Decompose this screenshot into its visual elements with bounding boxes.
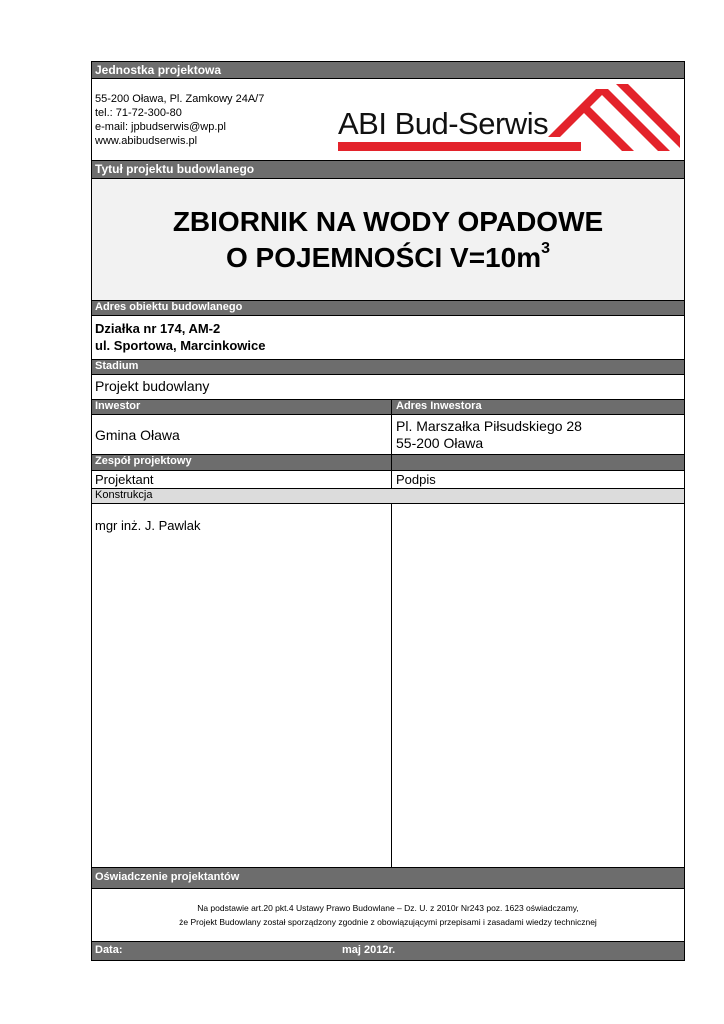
unit-phone: tel.: 71-72-300-80 xyxy=(95,107,182,119)
designer-name: mgr inż. J. Pawlak xyxy=(95,518,201,533)
site-street: ul. Sportowa, Marcinkowice xyxy=(95,338,266,353)
unit-website: www.abibudserwis.pl xyxy=(95,135,198,147)
date-label: Data: xyxy=(95,944,123,956)
company-logo-text: ABI Bud-Serwis xyxy=(338,106,549,141)
investor-name: Gmina Oława xyxy=(95,427,180,443)
project-title-line2 xyxy=(91,239,685,274)
rule xyxy=(91,399,685,400)
site-plot: Działka nr 174, AM-2 xyxy=(95,321,221,336)
date-value: maj 2012r. xyxy=(342,944,396,956)
team-header: Zespół projektowy xyxy=(95,455,192,467)
logo-stripe xyxy=(548,89,608,137)
rule xyxy=(91,78,685,79)
rule xyxy=(91,867,685,868)
title-header: Tytuł projektu budowlanego xyxy=(95,162,255,176)
document-frame xyxy=(91,61,685,961)
project-title-line1: ZBIORNIK NA WODY OPADOWE xyxy=(172,206,604,237)
column-divider xyxy=(391,399,392,488)
logo-underline xyxy=(338,142,581,151)
declaration-line1: Na podstawie art.20 pkt.4 Ustawy Prawo Budowlane – Dz. U. z 2010r Nr243 poz. 1623 oświadczamy, xyxy=(197,903,579,913)
investor-header: Inwestor xyxy=(95,400,141,412)
column-divider xyxy=(391,503,392,867)
investor-address-line1: Pl. Marszałka Piłsudskiego 28 xyxy=(396,418,582,434)
unit-email: e-mail: jpbudserwis@wp.pl xyxy=(95,121,226,133)
investor-address-line2: 55-200 Oława xyxy=(396,435,484,451)
stage-value: Projekt budowlany xyxy=(95,378,210,394)
team-designer-column: Projektant xyxy=(95,472,154,487)
rule xyxy=(91,414,685,415)
site-header: Adres obiektu budowlanego xyxy=(95,301,243,313)
rule xyxy=(91,503,685,504)
stage-header: Stadium xyxy=(95,360,139,372)
rule xyxy=(91,888,685,889)
rule xyxy=(91,359,685,360)
rule xyxy=(91,488,685,489)
team-signature-column: Podpis xyxy=(396,472,436,487)
project-title-text: O POJEMNOŚCI V=10m xyxy=(225,242,542,273)
declaration-line2: że Projekt Budowlany został sporządzony zgodnie z obowiązującymi przepisami i zasadami wiedzy technicznej xyxy=(179,917,597,927)
construction-label: Konstrukcja xyxy=(95,489,153,501)
company-logo-graphic xyxy=(338,84,680,156)
investor-address-header: Adres Inwestora xyxy=(396,400,482,412)
rule xyxy=(91,315,685,316)
rule xyxy=(91,374,685,375)
rule xyxy=(91,160,685,161)
declaration-header: Oświadczenie projektantów xyxy=(95,871,240,883)
rule xyxy=(91,178,685,179)
rule xyxy=(91,941,685,942)
unit-address-line: 55-200 Oława, Pl. Zamkowy 24A/7 xyxy=(95,93,265,105)
unit-header: Jednostka projektowa xyxy=(95,63,222,77)
volume-superscript: 3 xyxy=(541,239,550,257)
rule xyxy=(91,470,685,471)
